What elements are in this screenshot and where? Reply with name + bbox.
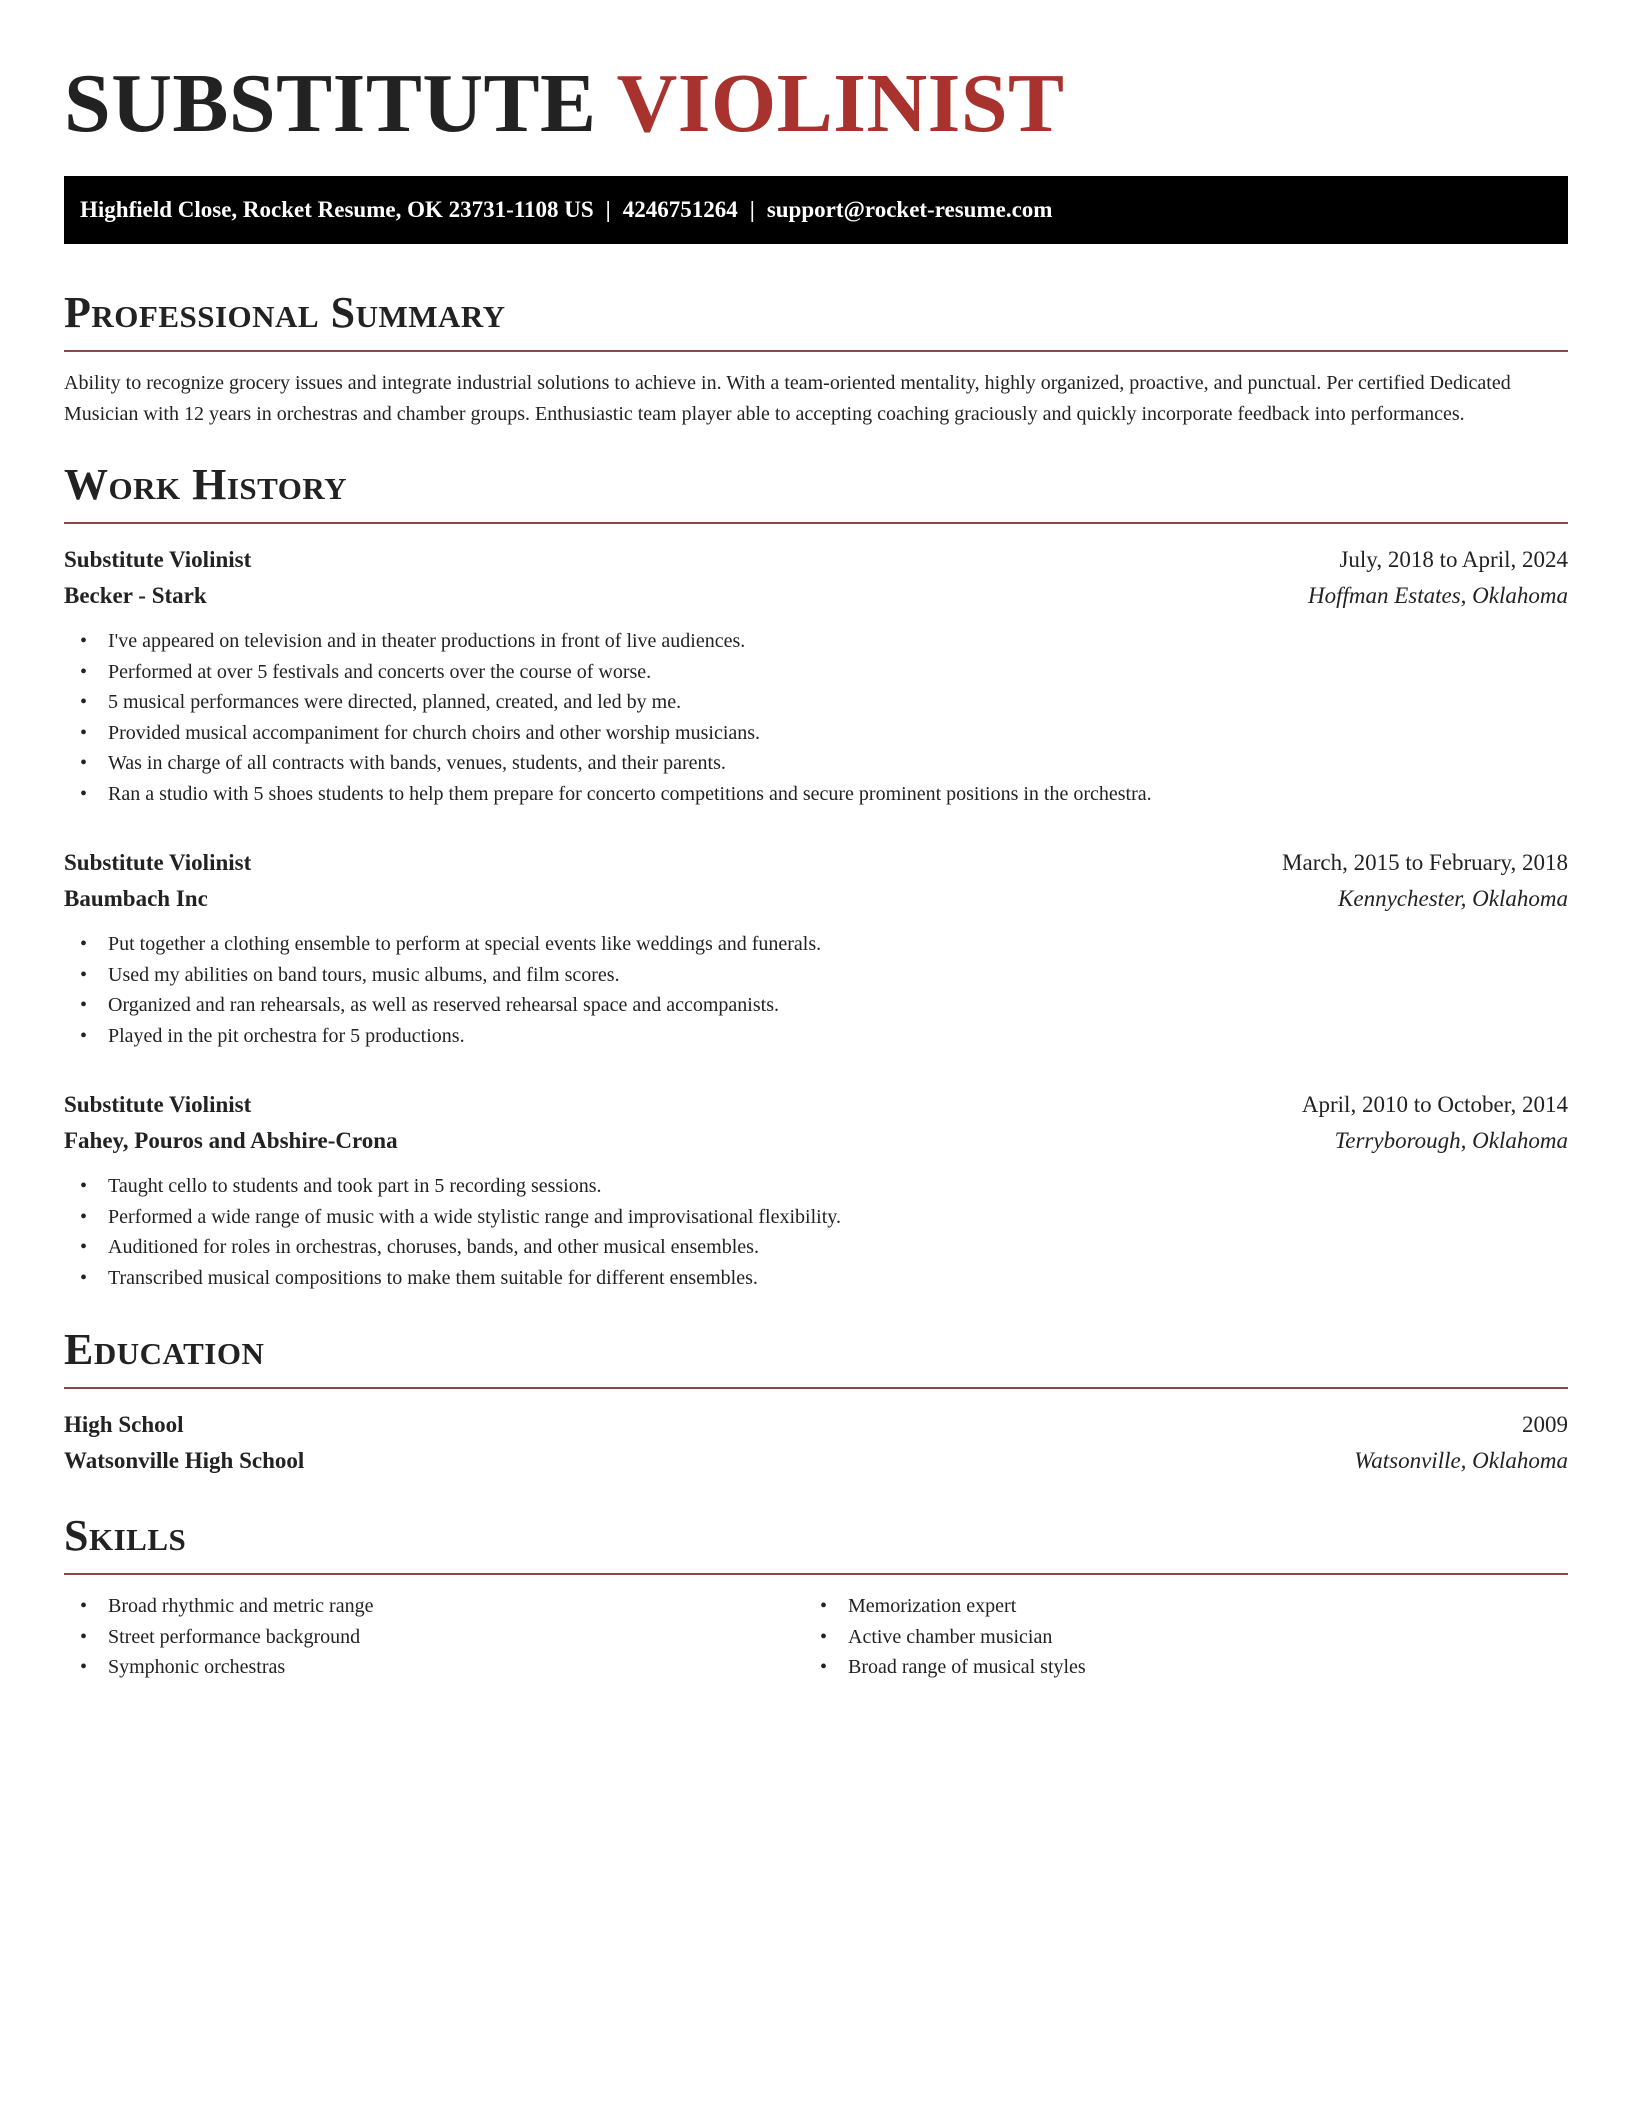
work-history-heading: Work History — [64, 458, 1568, 524]
job-dates: April, 2010 to October, 2014 — [1301, 1092, 1568, 1117]
list-item: • Symphonic orchestras — [64, 1652, 804, 1683]
title-part-2: VIOLINIST — [616, 57, 1065, 150]
skills-grid — [64, 1591, 1568, 1683]
job-dates: March, 2015 to February, 2018 — [1282, 850, 1568, 875]
education-location: Watsonville, Oklahoma — [1354, 1448, 1568, 1473]
list-item: • Put together a clothing ensemble to perform at special events like weddings and funerals. — [64, 929, 1568, 960]
list-item: • Provided musical accompaniment for church choirs and other worship musicians. — [64, 718, 1568, 749]
contact-bar — [64, 176, 1568, 244]
list-item: • Active chamber musician — [804, 1622, 1544, 1653]
job-bullets — [64, 929, 1568, 1051]
job-company-row — [64, 881, 1568, 917]
job-bullets — [64, 626, 1568, 809]
list-item: • 5 musical performances were directed, planned, created, and led by me. — [64, 687, 1568, 718]
education-year: 2009 — [1522, 1412, 1568, 1437]
job-location: Kennychester, Oklahoma — [1338, 886, 1568, 911]
list-item: • Broad rhythmic and metric range — [64, 1591, 804, 1622]
list-item: • Performed at over 5 festivals and concerts over the course of worse. — [64, 657, 1568, 688]
job-entry — [64, 1087, 1568, 1293]
list-item: • Performed a wide range of music with a wide stylistic range and improvisational flexibility. — [64, 1202, 1568, 1233]
job-title: Substitute Violinist — [64, 547, 252, 572]
list-item: • Ran a studio with 5 shoes students to help them prepare for concerto competitions and secure prominent positions in the orchestra. — [64, 779, 1568, 810]
contact-separator: | — [605, 197, 611, 222]
job-company: Becker - Stark — [64, 583, 207, 608]
skills-list-left — [64, 1591, 804, 1683]
list-item: • Memorization expert — [804, 1591, 1544, 1622]
list-item: • Street performance background — [64, 1622, 804, 1653]
education-entry — [64, 1407, 1568, 1479]
contact-separator: | — [749, 197, 755, 222]
education-degree: High School — [64, 1412, 184, 1437]
contact-email: support@rocket-resume.com — [766, 197, 1053, 222]
job-company-row — [64, 578, 1568, 614]
skills-list-right — [804, 1591, 1544, 1683]
education-heading: Education — [64, 1323, 1568, 1389]
list-item: • Auditioned for roles in orchestras, choruses, bands, and other musical ensembles. — [64, 1232, 1568, 1263]
job-company: Baumbach Inc — [64, 886, 208, 911]
job-bullets — [64, 1171, 1568, 1293]
list-item: • Organized and ran rehearsals, as well as reserved rehearsal space and accompanists. — [64, 990, 1568, 1021]
job-title: Substitute Violinist — [64, 1092, 252, 1117]
contact-phone: 4246751264 — [622, 197, 738, 222]
list-item: • Played in the pit orchestra for 5 productions. — [64, 1021, 1568, 1052]
job-company: Fahey, Pouros and Abshire-Crona — [64, 1128, 398, 1153]
skills-heading: Skills — [64, 1509, 1568, 1575]
job-location: Hoffman Estates, Oklahoma — [1307, 583, 1568, 608]
job-title: Substitute Violinist — [64, 850, 252, 875]
education-school-row — [64, 1443, 1568, 1479]
title-part-1: SUBSTITUTE — [64, 57, 597, 150]
list-item: • Taught cello to students and took part in 5 recording sessions. — [64, 1171, 1568, 1202]
job-company-row — [64, 1123, 1568, 1159]
job-location: Terryborough, Oklahoma — [1334, 1128, 1568, 1153]
job-dates: July, 2018 to April, 2024 — [1339, 547, 1568, 572]
list-item: • Transcribed musical compositions to make them suitable for different ensembles. — [64, 1263, 1568, 1294]
job-title-row — [64, 542, 1568, 578]
resume-title — [64, 56, 1568, 152]
job-entry — [64, 845, 1568, 1051]
education-school: Watsonville High School — [64, 1448, 305, 1473]
contact-address: Highfield Close, Rocket Resume, OK 23731-1108 US — [80, 197, 594, 222]
list-item: • Was in charge of all contracts with bands, venues, students, and their parents. — [64, 748, 1568, 779]
summary-text: Ability to recognize grocery issues and integrate industrial solutions to achieve in. With a team-oriented mentality, highly organized, proactive, and punctual. Per certified Dedicated Musician with 12 years in orchestras and chamber groups. Enthusiastic team player able to accepting coaching graciously and quickly incorporate feedback into performances. — [64, 372, 1511, 425]
list-item: • Used my abilities on band tours, music albums, and film scores. — [64, 960, 1568, 991]
job-title-row — [64, 1087, 1568, 1123]
list-item: • Broad range of musical styles — [804, 1652, 1544, 1683]
job-title-row — [64, 845, 1568, 881]
list-item: • I've appeared on television and in theater productions in front of live audiences. — [64, 626, 1568, 657]
job-entry — [64, 542, 1568, 809]
summary-heading: Professional Summary — [64, 286, 1568, 352]
education-degree-row — [64, 1407, 1568, 1443]
